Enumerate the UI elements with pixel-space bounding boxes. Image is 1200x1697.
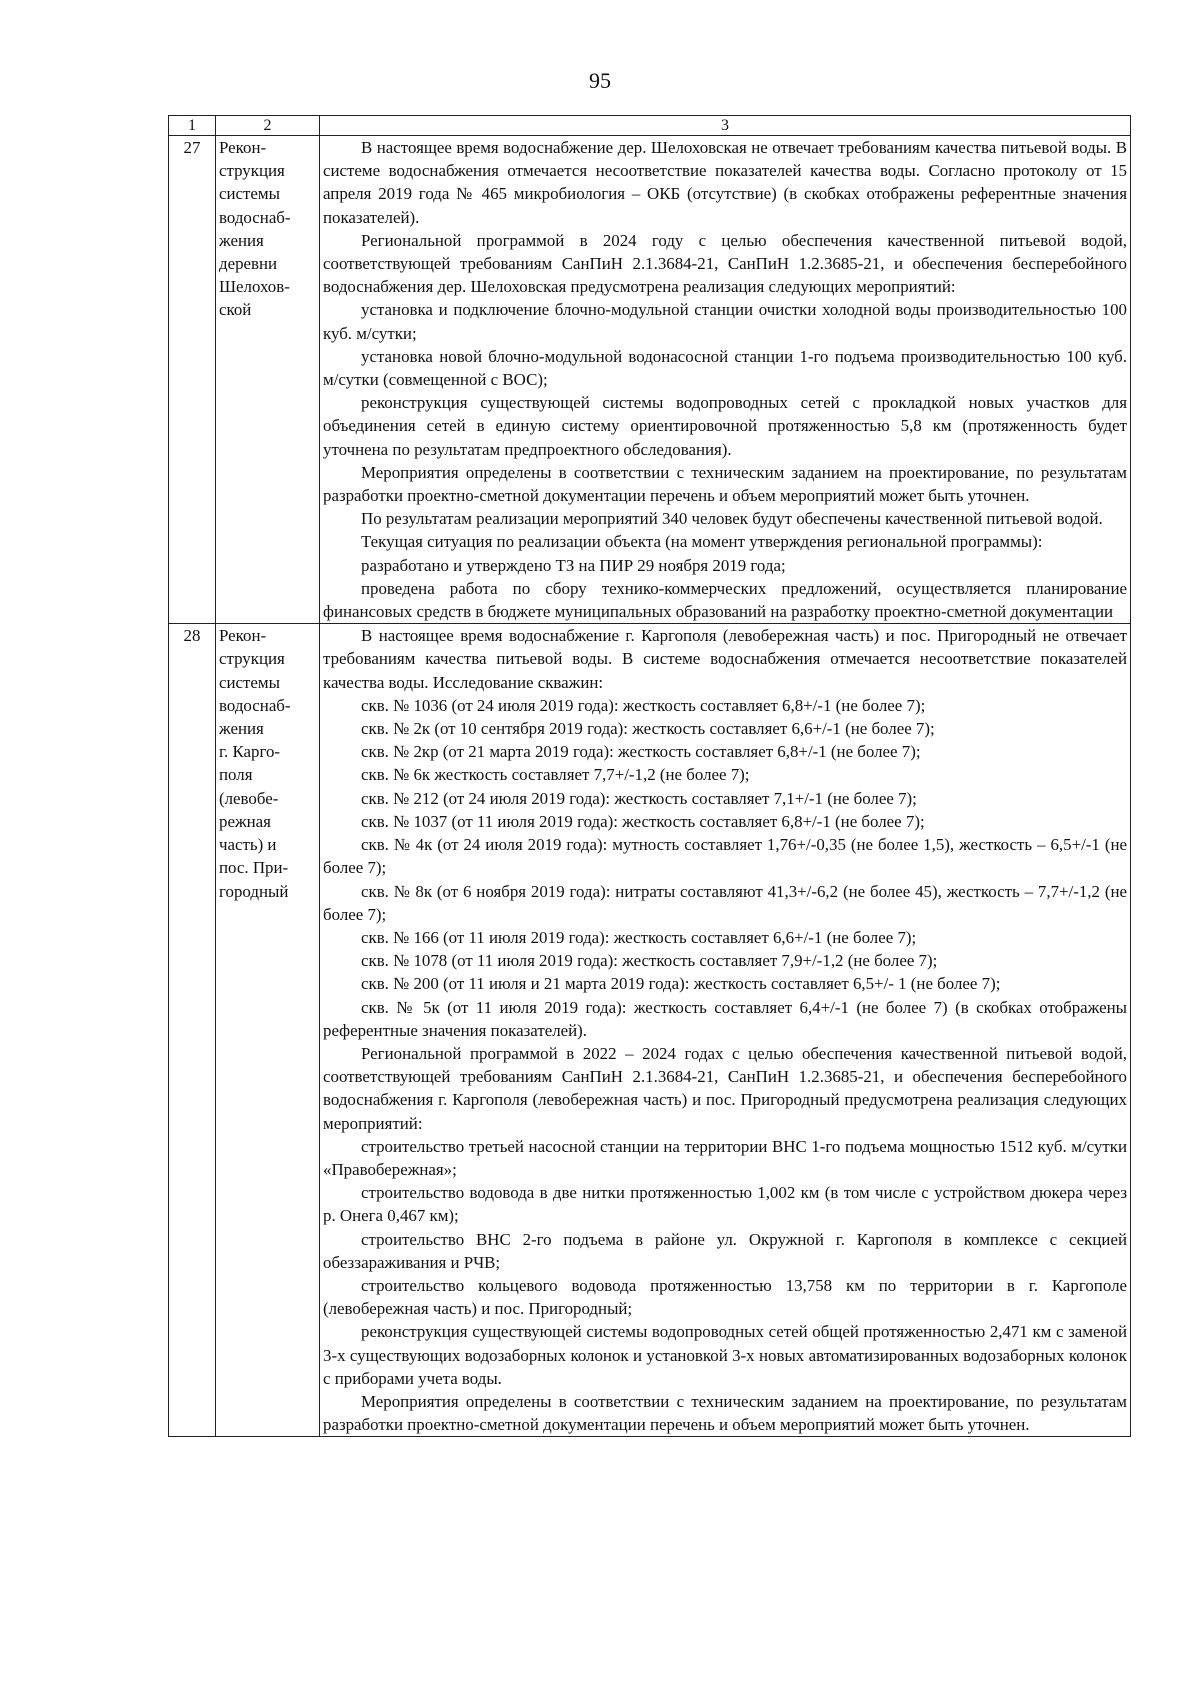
description-paragraph: Мероприятия определены в соответствии с техническим заданием на проектирование, по результатам разработки проектно-сметной документации перечень и объем мероприятий может быть уточнен. [323,462,1127,506]
header-cell: 1 [169,116,216,136]
measure-name-line: Шелохов- [219,277,290,297]
measure-name-line: системы [219,672,280,692]
measure-name-line: струкция [219,161,285,181]
description-paragraph: скв. № 8к (от 6 ноября 2019 года): нитраты составляют 41,3+/-6,2 (не более 45), жесткость – 7,7+/-1,2 (не более 7); [323,881,1127,924]
description-paragraph: Мероприятия определены в соответствии с техническим заданием на проектирование, по результатам разработки проектно-сметной документации перечень и объем мероприятий может быть уточнен. [323,1391,1127,1435]
description-paragraph: Региональной программой в 2024 году с целью обеспечения качественной питьевой водой, соответствующей требованиям СанПиН 2.1.3684-21, СанПиН 1.2.3685-21, и обеспечения бесперебойного водоснабжения дер. Шелоховская предусмотрена реализация следующих мероприятий: [323,230,1127,297]
description-paragraph: установка новой блочно-модульной водонасосной станции 1-го подъема производительностью 100 куб. м/сутки (совмещенной с ВОС); [323,346,1127,390]
measure-name [216,624,320,1437]
description-paragraph: скв. № 1037 (от 11 июля 2019 года): жесткость составляет 6,8+/-1 (не более 7); [361,811,925,831]
measure-name-line: поля [219,765,253,785]
description-paragraph: По результатам реализации мероприятий 340 человек будут обеспечены качественной питьевой водой. [361,509,1103,529]
description-paragraph: скв. № 1036 (от 24 июля 2019 года): жесткость составляет 6,8+/-1 (не более 7); [361,695,926,715]
description-paragraph: строительство водовода в две нитки протяженностью 1,002 км (в том числе с устройством дюкера через р. Онега 0,467 км); [323,1183,1127,1226]
measure-name-line: г. Карго- [219,742,281,762]
description-paragraph: скв. № 5к (от 11 июля 2019 года): жесткость составляет 6,4+/-1 (не более 7) (в скобках отображены референтные значения показателей). [323,997,1127,1040]
description-paragraph: реконструкция существующей системы водопроводных сетей общей протяженностью 2,471 км с заменой 3-х существующих водозаборных колонок и установкой 3-х новых автоматизированных водозаборных колонок с приборами учета воды. [323,1322,1127,1388]
header-cell: 3 [320,116,1131,136]
description-paragraph: разработано и утверждено ТЗ на ПИР 29 ноября 2019 года; [361,555,786,575]
header-cell: 2 [216,116,320,136]
description-paragraph: Текущая ситуация по реализации объекта (на момент утверждения региональной программы): [361,532,1043,552]
description-paragraph: скв. № 2к (от 10 сентября 2019 года): жесткость составляет 6,6+/-1 (не более 7); [361,719,935,739]
measure-name-line: водоснаб- [219,695,291,715]
measure-name-line: Рекон- [219,626,267,646]
measure-name-line: системы [219,184,280,204]
measures-table [168,115,1131,1437]
description-paragraph: строительство третьей насосной станции на территории ВНС 1-го подъема мощностью 1512 куб. м/сутки «Правобережная»; [323,1136,1127,1179]
description-paragraph: В настоящее время водоснабжение дер. Шелоховская не отвечает требованиям качества питьевой воды. В системе водоснабжения отмечается несоответствие показателей качества воды. Согласно протоколу от 15 апреля 2019 года № 465 микробиология – ОКБ (отсутствие) (в скобках отображены референтные значения показателей). [323,138,1127,227]
description-paragraph: скв. № 4к (от 24 июля 2019 года): мутность составляет 1,76+/-0,35 (не более 1,5), жесткость – 6,5+/-1 (не более 7); [323,835,1127,878]
description-paragraph: установка и подключение блочно-модульной станции очистки холодной воды производительностью 100 куб. м/сутки; [323,300,1127,343]
measure-name [216,136,320,624]
measure-name-line: жения [219,230,264,250]
table-row [169,136,1131,624]
table-row [169,624,1131,1437]
description-paragraph: проведена работа по сбору технико-коммерческих предложений, осуществляется планирование финансовых средств в бюджете муниципальных образований на разработку проектно-сметной документации [323,578,1127,622]
page-number: 95 [589,68,611,93]
description-paragraph: реконструкция существующей системы водопроводных сетей с прокладкой новых участков для объединения сетей в единую систему ориентировочной протяженностью 5,8 км (протяженность будет уточнена по результатам предпроектного обследования). [323,393,1127,459]
measure-name-line: Рекон- [219,138,267,157]
measure-name-line: ской [219,300,252,320]
measure-name-line: жения [219,719,264,739]
row-number: 27 [169,136,216,624]
measure-description [320,136,1131,624]
description-paragraph: скв. № 212 (от 24 июля 2019 года): жесткость составляет 7,1+/-1 (не более 7); [361,788,917,808]
description-paragraph: строительство ВНС 2-го подъема в районе ул. Окружной г. Каргополя в комплексе с секцией обеззараживания и РЧВ; [323,1229,1127,1272]
description-paragraph: скв. № 1078 (от 11 июля 2019 года): жесткость составляет 7,9+/-1,2 (не более 7); [361,951,938,971]
row-number: 28 [169,624,216,1437]
measure-name-line: деревни [219,254,278,274]
measure-name-line: городный [219,881,289,901]
description-paragraph: скв. № 200 (от 11 июля и 21 марта 2019 года): жесткость составляет 6,5+/- 1 (не более 7); [361,974,1001,994]
description-paragraph: Региональной программой в 2022 – 2024 годах с целью обеспечения качественной питьевой водой, соответствующей требованиям СанПиН 2.1.3684-21, СанПиН 1.2.3685-21, и обеспечения бесперебойного водоснабжения г. Каргополя (левобережная часть) и пос. Пригородный предусмотрена реализация следующих мероприятий: [323,1043,1127,1133]
description-paragraph: скв. № 6к жесткость составляет 7,7+/-1,2 (не более 7); [361,765,750,785]
description-paragraph: скв. № 2кр (от 21 марта 2019 года): жесткость составляет 6,8+/-1 (не более 7); [361,742,921,762]
measure-name-line: режная [219,811,271,831]
measure-name-line: (левобе- [219,788,279,808]
measure-name-line: водоснаб- [219,207,291,227]
description-paragraph: строительство кольцевого водовода протяженностью 13,758 км по территории в г. Каргополе (левобережная часть) и пос. Пригородный; [323,1275,1127,1319]
measure-description [320,624,1131,1437]
table-header-row [169,116,1131,136]
measure-name-line: пос. При- [219,858,289,878]
measure-name-line: часть) и [219,835,277,855]
description-paragraph: скв. № 166 (от 11 июля 2019 года): жесткость составляет 6,6+/-1 (не более 7); [361,927,917,947]
description-paragraph: В настоящее время водоснабжение г. Каргополя (левобережная часть) и пос. Пригородный не отвечает требованиям качества питьевой воды. В системе водоснабжения отмечается несоответствие показателей качества воды. Исследование скважин: [323,626,1127,692]
measure-name-line: струкция [219,649,285,669]
